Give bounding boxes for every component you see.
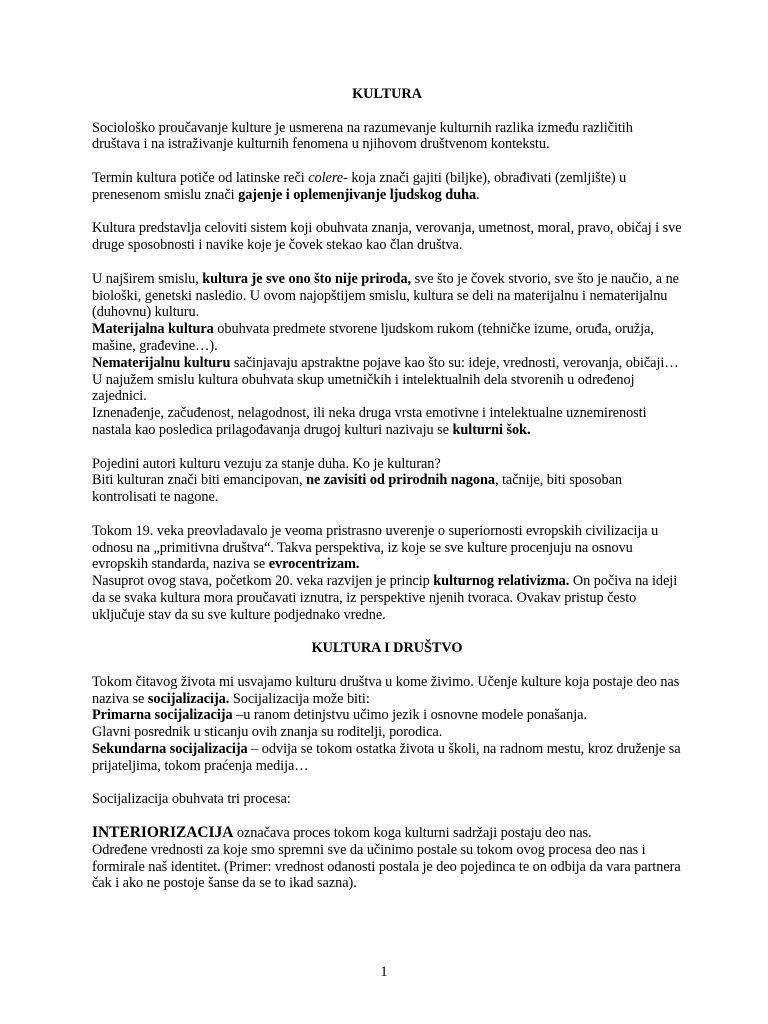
page-content [92, 86, 682, 892]
paragraph-narrow-sense: U najužem smislu kultura obuhvata skup umetničkih i intelektualnih dela stvorenih u određenoj zajednici. [92, 371, 635, 405]
paragraph-primary-socialization: Primarna socijalizacija –u ranom detinjstvu učimo jezik i osnovne modele ponašanja. [92, 707, 587, 724]
paragraph-material-culture: Materijalna kultura obuhvata predmete stvorene ljudskom rukom (tehničke izume, oruđa, oružja, mašine, građevine…). [92, 321, 654, 354]
paragraph-term-origin: Termin kultura potiče od latinske reči colere- koja znači gajiti (biljke), obrađivati (zemljište) u prenesenom smislu znači gajenje i oplemenjivanje ljudskog duha. [92, 169, 627, 203]
page-title: KULTURA [352, 86, 422, 102]
paragraph-sociology: Sociološko proučavanje kulture je usmerena na razumevanje kulturnih razlika između različitih društava i na istraživanje kulturnih fenomena u njihovom društvenom kontekstu. [92, 119, 633, 153]
page-number: 1 [380, 964, 388, 980]
paragraph-broad-sense: U najširem smislu, kultura je sve ono što nije priroda, sve što je čovek stvorio, sve što je naučio, a ne biološki, genetski nasledio. U ovom najopštijem smislu, kultura se deli na materijalnu i nematerijalnu (duhovnu) kulturu. [92, 270, 679, 321]
paragraph-culture-shock: Iznenađenje, začuđenost, nelagodnost, ili neka druga vrsta emotivne i intelektualne uznemirenosti nastala kao posledica prilagođavanja drugoj kulturi nazivaju se kulturni šok. [92, 405, 647, 438]
paragraph-eurocentrism: Tokom 19. veka preovladavalo je veoma pristrasno uverenje o superiornosti evropskih civilizacija u odnosu na „primitivna društva“. Takva perspektiva, iz koje se sve kulture procenjuju na osnovu evropskih standarda, naziva se evrocentrizam. [92, 522, 659, 573]
paragraph-identity: Određene vrednosti za koje smo spremni sve da učinimo postale su tokom ovog procesa deo nas i formirale naš identitet. (Primer: vrednost odanosti postala je deo pojedinca te on odbija da vara partnera čak i ako ne postoje šanse da se to ikad sazna). [92, 841, 681, 892]
paragraph-emancipated: Biti kulturan znači biti emancipovan, ne zavisiti od prirodnih nagona, tačnije, biti sposoban kontrolisati te nagone. [92, 472, 623, 506]
paragraph-state-of-mind: Pojedini autori kulturu vezuju za stanje duha. Ko je kulturan? [92, 455, 441, 472]
paragraph-interiorization: INTERIORIZACIJA označava proces tokom koga kulturni sadržaji postaju deo nas. [92, 824, 592, 842]
paragraph-definition: Kultura predstavlja celoviti sistem koji obuhvata znanja, verovanja, umetnost, moral, pravo, običaj i sve druge sposobnosti i navike koje je čovek stekao kao član društva. [92, 220, 682, 254]
paragraph-three-processes: Socijalizacija obuhvata tri procesa: [92, 791, 291, 808]
paragraph-main-agent: Glavni posrednik u sticanju ovih znanja su roditelji, porodica. [92, 724, 443, 741]
paragraph-relativism: Nasuprot ovog stava, početkom 20. veka razvijen je princip kulturnog relativizma. On počiva na ideji da se svaka kultura mora proučavati iznutra, iz perspektive njenih tvoraca. Ovakav pristup često uključuje stav da su sve kulture podjednako vredne. [92, 573, 678, 623]
paragraph-immaterial-culture: Nematerijalnu kulturu sačinjavaju apstraktne pojave kao što su: ideje, vrednosti, verovanja, običaji… [92, 354, 679, 371]
paragraph-secondary-socialization: Sekundarna socijalizacija – odvija se tokom ostatka života u školi, na radnom mestu, kroz druženje sa prijateljima, tokom praćenja medija… [92, 741, 681, 774]
paragraph-socialization: Tokom čitavog života mi usvajamo kulturu društva u kome živimo. Učenje kulture koja postaje deo nas naziva se socijalizacija. Socijalizacija može biti: [92, 673, 680, 707]
section-heading: KULTURA I DRUŠTVO [311, 640, 463, 657]
